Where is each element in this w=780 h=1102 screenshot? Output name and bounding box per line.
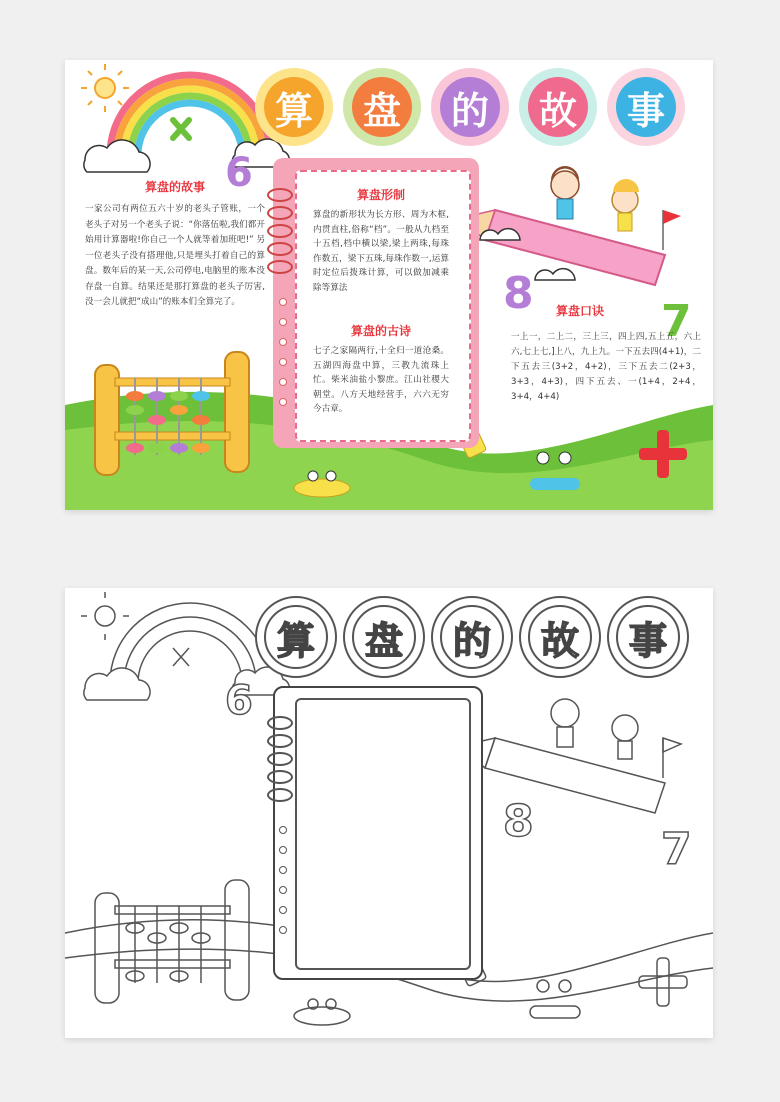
title-char-bubble bbox=[255, 68, 333, 146]
poem-heading: 算盘的古诗 bbox=[350, 324, 411, 338]
notebook-ring bbox=[267, 752, 293, 766]
digit-seven-decoration: 7 bbox=[661, 824, 692, 875]
notebook-ring bbox=[267, 734, 293, 748]
blob-creature-icon bbox=[294, 999, 350, 1025]
notebook-hole bbox=[279, 866, 287, 874]
title-char-bubble bbox=[431, 68, 509, 146]
title-char: 盘 bbox=[352, 77, 412, 137]
title-char-bubble bbox=[607, 596, 689, 678]
notebook-ring bbox=[267, 716, 293, 730]
title-char-bubble bbox=[607, 68, 685, 146]
title-char: 盘 bbox=[352, 605, 416, 669]
title-char-bubble bbox=[255, 596, 337, 678]
title-char: 事 bbox=[616, 77, 676, 137]
digit-six-decoration: 6 bbox=[225, 678, 253, 724]
notebook-hole bbox=[279, 358, 287, 366]
digit-eight-decoration: 8 bbox=[503, 796, 534, 847]
notebook-frame bbox=[273, 158, 479, 448]
title-char: 故 bbox=[528, 77, 588, 137]
notebook-hole bbox=[279, 886, 287, 894]
notebook-hole bbox=[279, 378, 287, 386]
sun-icon bbox=[81, 64, 129, 112]
sun-icon bbox=[81, 592, 129, 640]
notebook-ring bbox=[267, 788, 293, 802]
story-heading: 算盘的故事 bbox=[144, 180, 205, 194]
digit-six-decoration: 6 bbox=[225, 150, 253, 196]
title-char: 事 bbox=[616, 605, 680, 669]
notebook-ring bbox=[267, 206, 293, 220]
title-char-bubble bbox=[343, 596, 425, 678]
notebook-ring bbox=[267, 242, 293, 256]
abacus-icon bbox=[95, 880, 249, 1003]
notebook-hole bbox=[279, 398, 287, 406]
times-sign-icon bbox=[173, 648, 189, 666]
title-char: 算 bbox=[264, 605, 328, 669]
notebook-inner bbox=[295, 698, 471, 970]
notebook-hole bbox=[279, 338, 287, 346]
times-sign-icon bbox=[173, 120, 189, 138]
title-char: 的 bbox=[440, 605, 504, 669]
colored-poster bbox=[65, 60, 713, 510]
pencil-kids-icon bbox=[460, 166, 681, 285]
notebook-frame-outline bbox=[273, 686, 479, 976]
notebook-ring bbox=[267, 770, 293, 784]
formula-text: 一上一，二上二，三上三，四上四,五上五，六上六,七上七,]上八，九上九。一下五去四(4+1)，二下五去三(3+2，4+2)，三下五去二(2+3，3+3，4+3)，四下五去、一(1+4，2+4，3+4，4+4) bbox=[511, 332, 701, 402]
notebook-ring bbox=[267, 224, 293, 238]
title-bubbles bbox=[255, 68, 705, 158]
title-char: 算 bbox=[264, 77, 324, 137]
notebook-ring bbox=[267, 260, 293, 274]
shape-heading: 算盘形制 bbox=[356, 188, 405, 202]
notebook-hole bbox=[279, 826, 287, 834]
story-text: 一家公司有两位五六十岁的老头子管账，一个老头子对另一个老头子说：“你落伍啦,我们都开始用计算器啦!你自己一个人就等着加班吧!” 另一位老头子没有搭理他,只是埋头打着自己的算盘。数年后的某一天,公司停电,电脑里的账本没存盘一自算。结果还是那打算盘的老头子厉害,没一会儿就把“成山”的账本们全算完了。 bbox=[85, 204, 265, 307]
notebook-hole bbox=[279, 926, 287, 934]
notebook-hole bbox=[279, 846, 287, 854]
notebook-ring bbox=[267, 188, 293, 202]
digit-eight-decoration: 8 bbox=[503, 268, 534, 319]
formula-heading: 算盘口诀 bbox=[555, 304, 604, 318]
plus-sign-icon bbox=[639, 958, 687, 1006]
title-char: 故 bbox=[528, 605, 592, 669]
title-char-bubble bbox=[519, 596, 601, 678]
coloring-outline-poster bbox=[65, 588, 713, 1038]
shape-text: 算盘的新形状为长方形、周为木框,内贯直柱,俗称“档”。一般从九档至十五档,档中横以梁,梁上两珠,每珠作数五，梁下五珠,每珠作数一,运算时定位后拨珠计算，可以做加减乘除等算法 bbox=[313, 210, 449, 293]
title-char-bubble bbox=[519, 68, 597, 146]
poem-text: 七子之家隔两行,十全归一道沧桑。五湖四海盘中算，三教九流珠上忙。柴米油盐小黎庶。江山社稷大朝堂。八方天地经营手，六六无穷今古章。 bbox=[313, 346, 449, 414]
title-bubbles-outline bbox=[255, 596, 705, 686]
notebook-hole bbox=[279, 318, 287, 326]
pencil-kids-icon bbox=[460, 699, 681, 813]
notebook-hole bbox=[279, 298, 287, 306]
digit-seven-decoration: 7 bbox=[661, 296, 692, 347]
title-char-bubble bbox=[431, 596, 513, 678]
title-char-bubble bbox=[343, 68, 421, 146]
title-char: 的 bbox=[440, 77, 500, 137]
notebook-hole bbox=[279, 906, 287, 914]
